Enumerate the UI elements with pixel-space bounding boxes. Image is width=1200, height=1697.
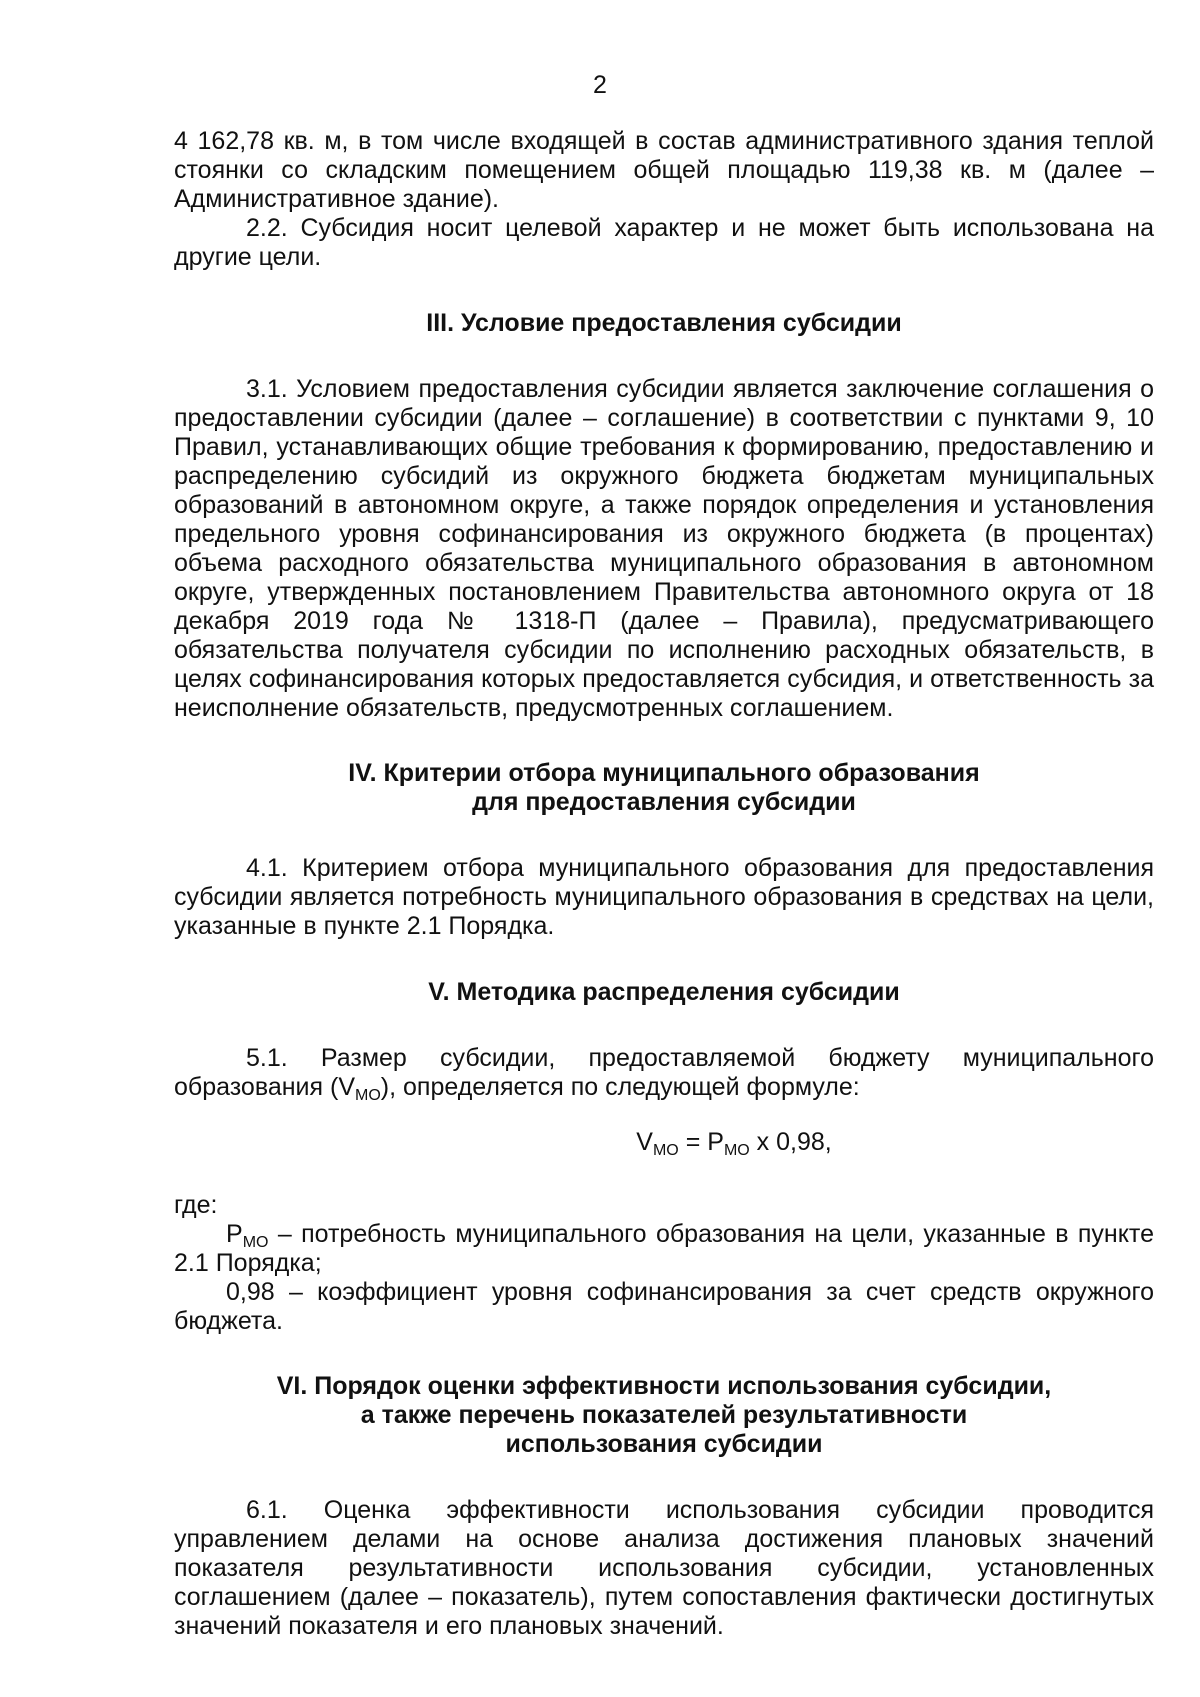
heading-section-6-line-1: VI. Порядок оценки эффективности использования субсидии, xyxy=(276,1372,1052,1400)
definition-coefficient: 0,98 – коэффициент уровня софинансирования за счет средств окружного бюджета. xyxy=(174,1278,1154,1335)
paragraph-3-1: 3.1. Условием предоставления субсидии является заключение соглашения о предоставлении субсидии (далее – соглашение) в соответствии с пунктами 9, 10 Правил, устанавливающих общие требования к формированию, предоставлению и распределению субсидий из окружного бюджета бюджетам муниципальных образований в автономном округе, а также порядок определения и установления предельного уровня софинансирования из окружного бюджета (в процентах) объема расходного обязательства муниципального образования в автономном округе, утвержденных постановлением Правительства автономного округа от 18 декабря 2019 года № 1318-П (далее – Правила), предусматривающего обязательства получателя субсидии по исполнению расходных обязательств, в целях софинансирования которых предоставляется субсидия, и ответственность за неисполнение обязательств, предусмотренных соглашением. xyxy=(174,375,1154,722)
heading-section-4-line-2: для предоставления субсидии xyxy=(472,788,856,816)
heading-section-4-line-1: IV. Критерии отбора муниципального образования xyxy=(348,759,980,787)
paragraph-continuation: 4 162,78 кв. м, в том числе входящей в состав административного здания теплой стоянки со складским помещением общей площадью 119,38 кв. м (далее – Административное здание). xyxy=(174,127,1154,213)
paragraph-6-1: 6.1. Оценка эффективности использования субсидии проводится управлением делами на основе анализа достижения плановых значений показателя результативности использования субсидии, установленных соглашением (далее – показатель), путем сопоставления фактически достигнутых значений показателя и его плановых значений. xyxy=(174,1496,1154,1640)
subscript-mo: МО xyxy=(355,1087,381,1104)
paragraph-4-1: 4.1. Критерием отбора муниципального образования для предоставления субсидии является потребность муниципального образования в средствах на цели, указанные в пункте 2.1 Порядка. xyxy=(174,854,1154,940)
heading-section-6-line-2: а также перечень показателей результативности xyxy=(360,1401,968,1429)
heading-section-6 xyxy=(174,1372,1154,1459)
definition-p-mo: $P_{МО}$ – потребность муниципального образования на цели, указанные в пункте 2.1 Порядка; xyxy=(174,1220,1154,1277)
heading-section-5: V. Методика распределения субсидии xyxy=(428,978,900,1006)
page-number: 2 xyxy=(593,71,607,99)
document-body xyxy=(174,127,1154,1641)
formula: $V_{МО} = P_{МО}$ х 0,98, xyxy=(636,1128,832,1159)
heading-section-4 xyxy=(174,759,1154,817)
where-label: где: xyxy=(174,1191,218,1219)
paragraph-2-2: 2.2. Субсидия носит целевой характер и не может быть использована на другие цели. xyxy=(174,214,1154,271)
heading-section-3: III. Условие предоставления субсидии xyxy=(426,309,902,337)
heading-section-6-line-3: использования субсидии xyxy=(505,1430,823,1458)
paragraph-5-1: 5.1. Размер субсидии, предоставляемой бюджету муниципального образования $(V_{МО})$, определяется по следующей формуле: xyxy=(174,1044,1154,1104)
